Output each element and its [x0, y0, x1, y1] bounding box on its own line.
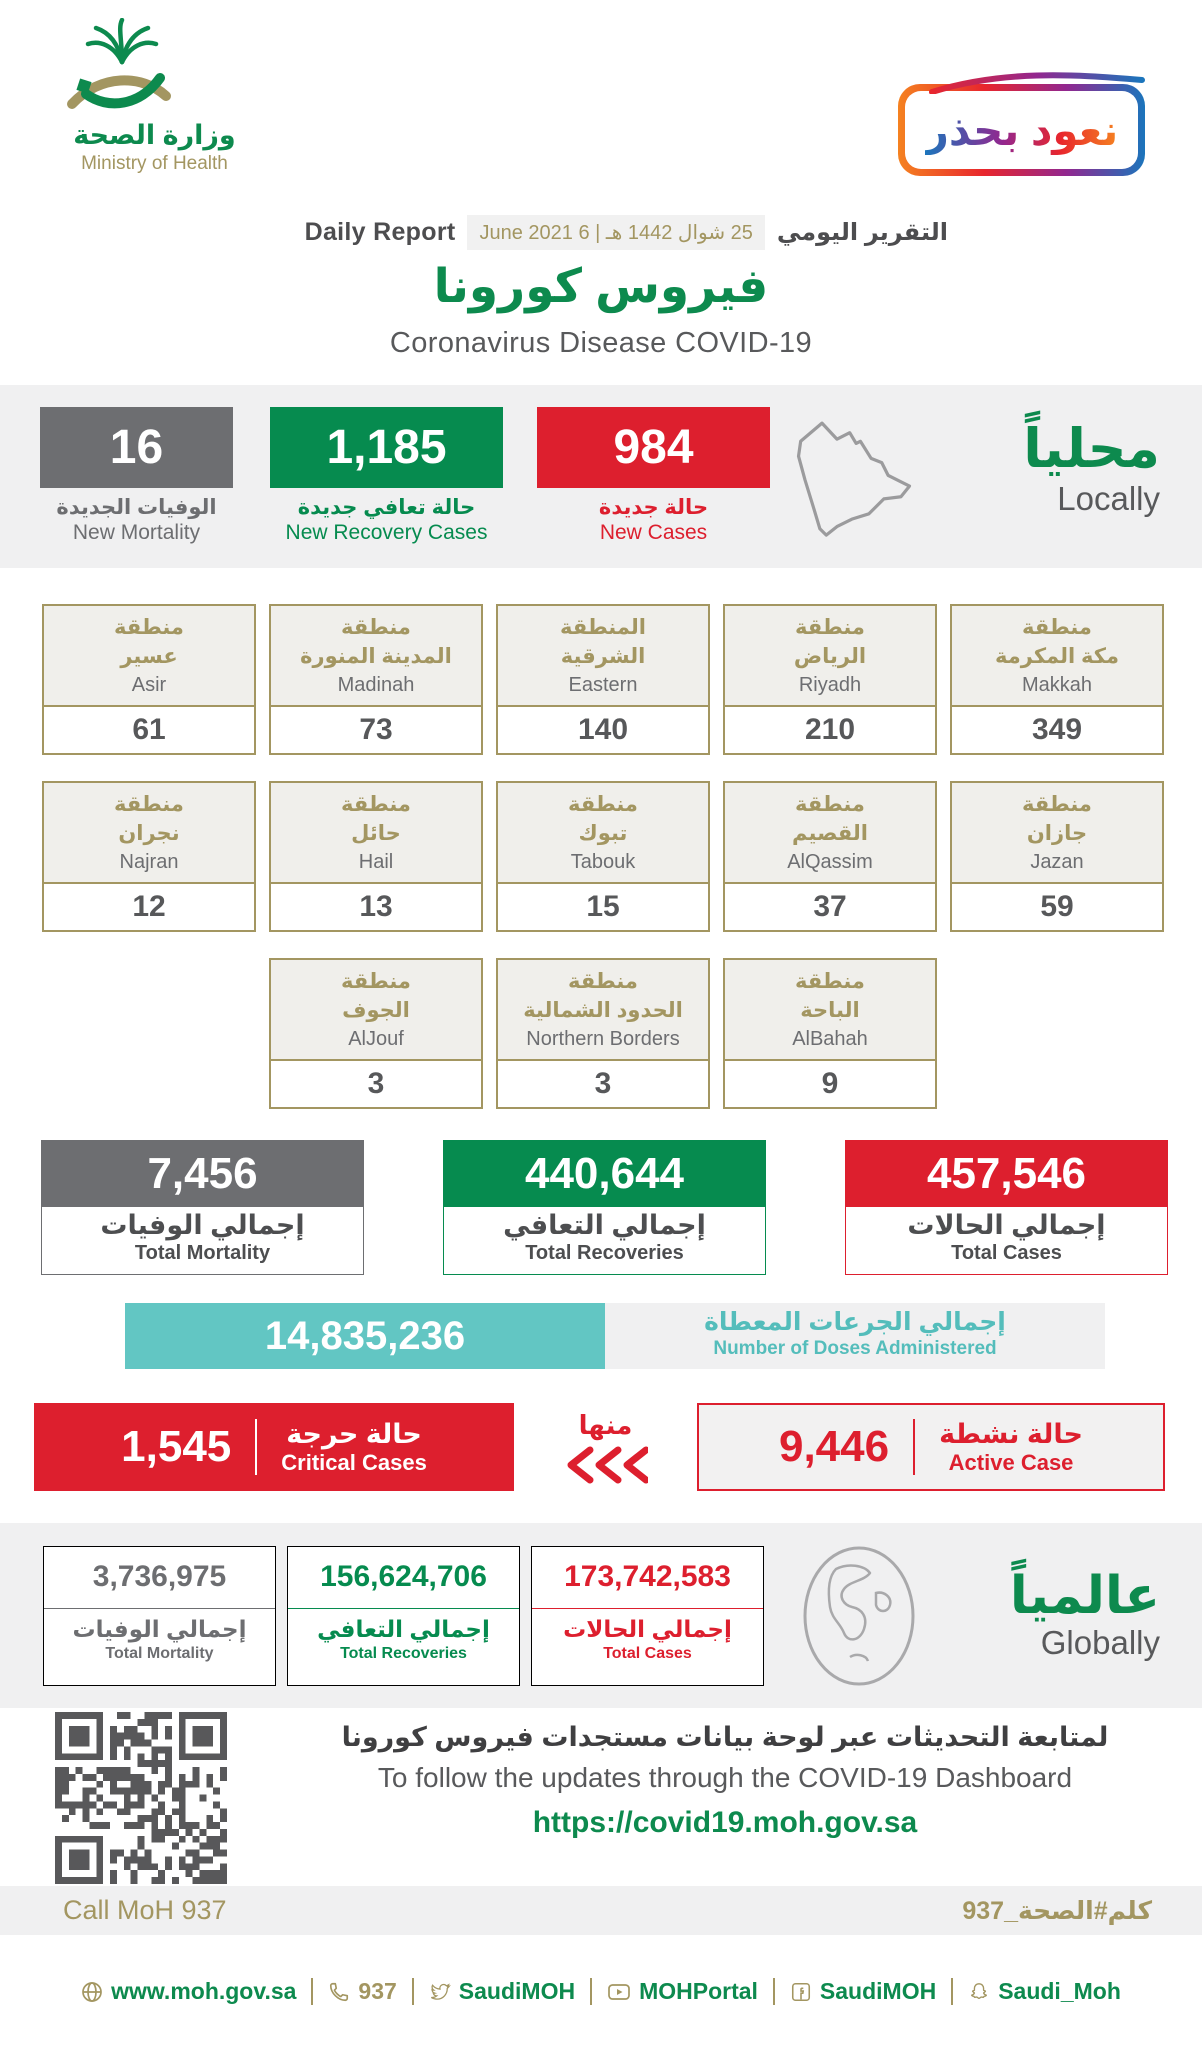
call-band	[0, 1886, 1202, 1935]
dashboard-text-en: To follow the updates through the COVID-19 Dashboard	[377, 1762, 1073, 1793]
region-ar-line2: الرياض	[793, 644, 867, 668]
globe-icon	[798, 1541, 920, 1691]
new-recoveries-stat	[270, 407, 503, 545]
total-cases-value: 457,546	[845, 1140, 1168, 1207]
region-ar-line2: الشرقية	[560, 644, 646, 668]
region-en-name: Madinah	[337, 673, 415, 696]
new-mortality-label-en: New Mortality	[72, 521, 201, 544]
region-en-name: Jazan	[1030, 850, 1084, 873]
region-value: 3	[594, 1067, 612, 1100]
locally-band	[0, 385, 1202, 568]
doses-label-ar: إجمالي الجرعات المعطاة	[704, 1308, 1006, 1336]
region-ar-line2: مكة المكرمة	[995, 644, 1119, 668]
global-mortality-card	[43, 1546, 276, 1686]
page-title-english: Coronavirus Disease COVID-19	[389, 327, 813, 359]
region-value: 3	[367, 1067, 385, 1100]
critical-label-en: Critical Cases	[281, 1449, 427, 1475]
total-recoveries-label-en: Total Recoveries	[525, 1242, 684, 1264]
footer-item-website[interactable]	[66, 1978, 311, 2005]
footer-contacts	[0, 1935, 1202, 2048]
dashboard-section	[0, 1708, 1202, 1886]
global-mortality-label-en: Total Mortality	[105, 1644, 214, 1662]
of-which-block	[560, 1410, 652, 1485]
region-en-name: AlBahah	[792, 1027, 868, 1050]
date-row	[305, 215, 948, 250]
region-box-northern-borders	[496, 958, 710, 1109]
region-value: 73	[359, 713, 393, 746]
total-mortality-label-en: Total Mortality	[134, 1242, 271, 1264]
daily-report-label-ar: التقرير اليومي	[776, 219, 948, 246]
region-ar-line1: المنطقة	[559, 616, 647, 640]
saudi-arabia-map	[790, 415, 918, 555]
region-ar-line2: عسير	[120, 644, 178, 668]
globe-icon	[81, 1981, 103, 2003]
global-recoveries-value: 156,624,706	[288, 1547, 519, 1609]
region-value: 9	[821, 1067, 839, 1100]
header	[0, 0, 1202, 385]
globally-title-ar: عالمياً	[1009, 1567, 1160, 1626]
region-en-name: Eastern	[568, 673, 638, 696]
totals-row	[41, 1140, 1202, 1275]
region-value: 140	[577, 713, 629, 746]
return-with-caution-badge	[898, 84, 1145, 176]
region-en-name: Hail	[358, 850, 394, 873]
region-box-makkah	[950, 604, 1164, 755]
critical-active-row	[34, 1403, 1165, 1491]
doses-value: 14,835,236	[125, 1303, 605, 1369]
critical-cases-box	[34, 1403, 514, 1491]
regions-section	[0, 568, 1202, 1109]
new-recoveries-label-en: New Recovery Cases	[285, 521, 488, 544]
region-value: 37	[813, 890, 847, 923]
region-ar-line2: الباحة	[800, 998, 860, 1022]
divider	[255, 1419, 257, 1475]
region-en-name: Northern Borders	[526, 1027, 680, 1050]
total-cases-label-en: Total Cases	[951, 1242, 1062, 1264]
region-ar-line1: منطقة	[1022, 616, 1092, 640]
region-en-name: AlJouf	[348, 1027, 404, 1050]
logo-arabic-name: وزارة الصحة	[73, 120, 236, 150]
new-mortality-stat	[40, 407, 233, 545]
global-recoveries-label-en: Total Recoveries	[340, 1644, 467, 1662]
region-value: 210	[804, 713, 856, 746]
region-ar-line1: منطقة	[568, 793, 638, 817]
active-cases-box	[697, 1403, 1165, 1491]
region-ar-line1: منطقة	[1022, 793, 1092, 817]
total-mortality-card	[41, 1140, 364, 1275]
logo-english-name: Ministry of Health	[81, 153, 228, 174]
badge-text: نعود بحذر	[924, 106, 1119, 154]
total-mortality-value: 7,456	[41, 1140, 364, 1207]
chevrons-left-icon	[564, 1445, 648, 1485]
region-ar-line2: الجوف	[342, 998, 410, 1022]
region-ar-line1: منطقة	[341, 616, 411, 640]
region-value: 59	[1040, 890, 1074, 923]
region-box-madinah	[269, 604, 483, 755]
global-mortality-value: 3,736,975	[44, 1547, 275, 1609]
footer-item-phone[interactable]	[311, 1978, 411, 2005]
region-ar-line2: تبوك	[578, 821, 628, 845]
region-box-riyadh	[723, 604, 937, 755]
badge-frame	[898, 84, 1145, 176]
footer-website-label: www.moh.gov.sa	[111, 1978, 297, 2004]
call-moh-label-ar: كلم#الصحة_937	[962, 1896, 1152, 1925]
footer-item-facebook[interactable]	[773, 1978, 951, 2005]
total-recoveries-label-ar: إجمالي التعافي	[503, 1210, 706, 1240]
new-mortality-label-ar: الوفيات الجديدة	[56, 496, 217, 519]
dashboard-url-link[interactable]: https://covid19.moh.gov.sa	[532, 1806, 918, 1839]
region-box-alqassim	[723, 781, 937, 932]
region-box-najran	[42, 781, 256, 932]
region-ar-line1: منطقة	[341, 970, 411, 994]
of-which-label: منها	[578, 1409, 633, 1440]
active-cases-value: 9,446	[778, 1422, 890, 1471]
global-mortality-label-ar: إجمالي الوفيات	[72, 1615, 247, 1642]
footer-youtube-label: MOHPortal	[639, 1978, 758, 2004]
new-mortality-value: 16	[40, 407, 233, 488]
region-ar-line1: منطقة	[795, 616, 865, 640]
facebook-icon	[790, 1981, 812, 2003]
region-ar-line2: جازان	[1026, 821, 1088, 845]
global-cases-label-en: Total Cases	[603, 1644, 692, 1662]
region-value: 13	[359, 890, 393, 923]
moh-logo	[52, 18, 257, 175]
global-cases-value: 173,742,583	[532, 1547, 763, 1609]
region-value: 349	[1031, 713, 1083, 746]
region-ar-line2: حائل	[351, 821, 401, 845]
doses-bar	[125, 1303, 1105, 1369]
new-cases-stat	[537, 407, 770, 545]
total-mortality-label-ar: إجمالي الوفيات	[100, 1210, 305, 1240]
region-value: 12	[132, 890, 166, 923]
report-date: 25 شوال 1442 هـ | 6 June 2021	[467, 215, 764, 250]
region-box-albahah	[723, 958, 937, 1109]
divider	[913, 1419, 915, 1475]
region-ar-line1: منطقة	[341, 793, 411, 817]
region-ar-line1: منطقة	[795, 970, 865, 994]
global-recoveries-label-ar: إجمالي التعافي	[317, 1615, 490, 1642]
active-label-en: Active Case	[948, 1449, 1074, 1475]
new-cases-label-ar: حالة جديدة	[598, 496, 709, 519]
page-title-arabic: فيروس كورونا	[433, 259, 769, 312]
region-en-name: Riyadh	[798, 673, 862, 696]
region-ar-line2: نجران	[118, 821, 180, 845]
footer-item-twitter[interactable]	[412, 1978, 590, 2005]
footer-item-snapchat[interactable]	[951, 1978, 1136, 2005]
footer-snapchat-label: Saudi_Moh	[998, 1978, 1121, 2004]
qr-code	[55, 1712, 227, 1884]
locally-title-en: Locally	[1057, 479, 1160, 517]
region-ar-line1: منطقة	[114, 616, 184, 640]
new-recoveries-label-ar: حالة تعافي جديدة	[297, 496, 476, 519]
footer-twitter-label: SaudiMOH	[458, 1978, 576, 2004]
region-box-aljouf	[269, 958, 483, 1109]
global-cases-card	[531, 1546, 764, 1686]
total-recoveries-value: 440,644	[443, 1140, 766, 1207]
snapchat-icon	[968, 1981, 990, 2003]
total-recoveries-card	[443, 1140, 766, 1275]
region-ar-line1: منطقة	[795, 793, 865, 817]
total-cases-label-ar: إجمالي الحالات	[907, 1210, 1106, 1240]
region-ar-line1: منطقة	[568, 970, 638, 994]
globally-band	[0, 1523, 1202, 1708]
region-ar-line2: الحدود الشمالية	[523, 998, 683, 1022]
global-cases-label-ar: إجمالي الحالات	[563, 1615, 732, 1642]
critical-cases-value: 1,545	[121, 1422, 232, 1471]
new-recoveries-value: 1,185	[270, 407, 503, 488]
footer-item-youtube[interactable]	[590, 1978, 773, 2005]
dashboard-text-ar: لمتابعة التحديثات عبر لوحة بيانات مستجدات فيروس كورونا	[341, 1722, 1109, 1752]
critical-label-ar: حالة حرجة	[286, 1418, 422, 1449]
global-recoveries-card	[287, 1546, 520, 1686]
region-en-name: Tabouk	[570, 850, 636, 873]
badge-swoosh-icon	[892, 68, 1152, 94]
region-en-name: Asir	[131, 673, 167, 696]
new-cases-value: 984	[537, 407, 770, 488]
globally-title-en: Globally	[1040, 1623, 1160, 1661]
region-box-asir	[42, 604, 256, 755]
region-ar-line2: القصيم	[792, 821, 868, 845]
new-cases-label-en: New Cases	[599, 521, 708, 544]
active-label-ar: حالة نشطة	[939, 1418, 1083, 1449]
region-box-jazan	[950, 781, 1164, 932]
region-value: 15	[586, 890, 620, 923]
phone-icon	[328, 1981, 350, 2003]
twitter-icon	[429, 1981, 451, 2003]
locally-title-ar: محلياً	[1023, 419, 1160, 479]
region-box-tabouk	[496, 781, 710, 932]
doses-label-en: Number of Doses Administered	[713, 1338, 997, 1359]
call-moh-label-en: Call MoH 937	[63, 1895, 227, 1925]
footer-phone-label: 937	[358, 1978, 397, 2004]
region-box-eastern	[496, 604, 710, 755]
region-ar-line1: منطقة	[114, 793, 184, 817]
total-cases-card	[845, 1140, 1168, 1275]
region-box-hail	[269, 781, 483, 932]
region-en-name: Najran	[119, 850, 179, 873]
youtube-icon	[607, 1981, 631, 2003]
locally-title	[1023, 421, 1160, 518]
region-ar-line2: المدينة المنورة	[300, 644, 452, 668]
globally-title	[1010, 1569, 1160, 1662]
region-en-name: AlQassim	[787, 850, 873, 873]
daily-report-label-en: Daily Report	[304, 218, 456, 246]
region-value: 61	[132, 713, 166, 746]
footer-facebook-label: SaudiMOH	[819, 1978, 937, 2004]
region-en-name: Makkah	[1021, 673, 1093, 696]
moh-logo-icon	[52, 18, 192, 118]
